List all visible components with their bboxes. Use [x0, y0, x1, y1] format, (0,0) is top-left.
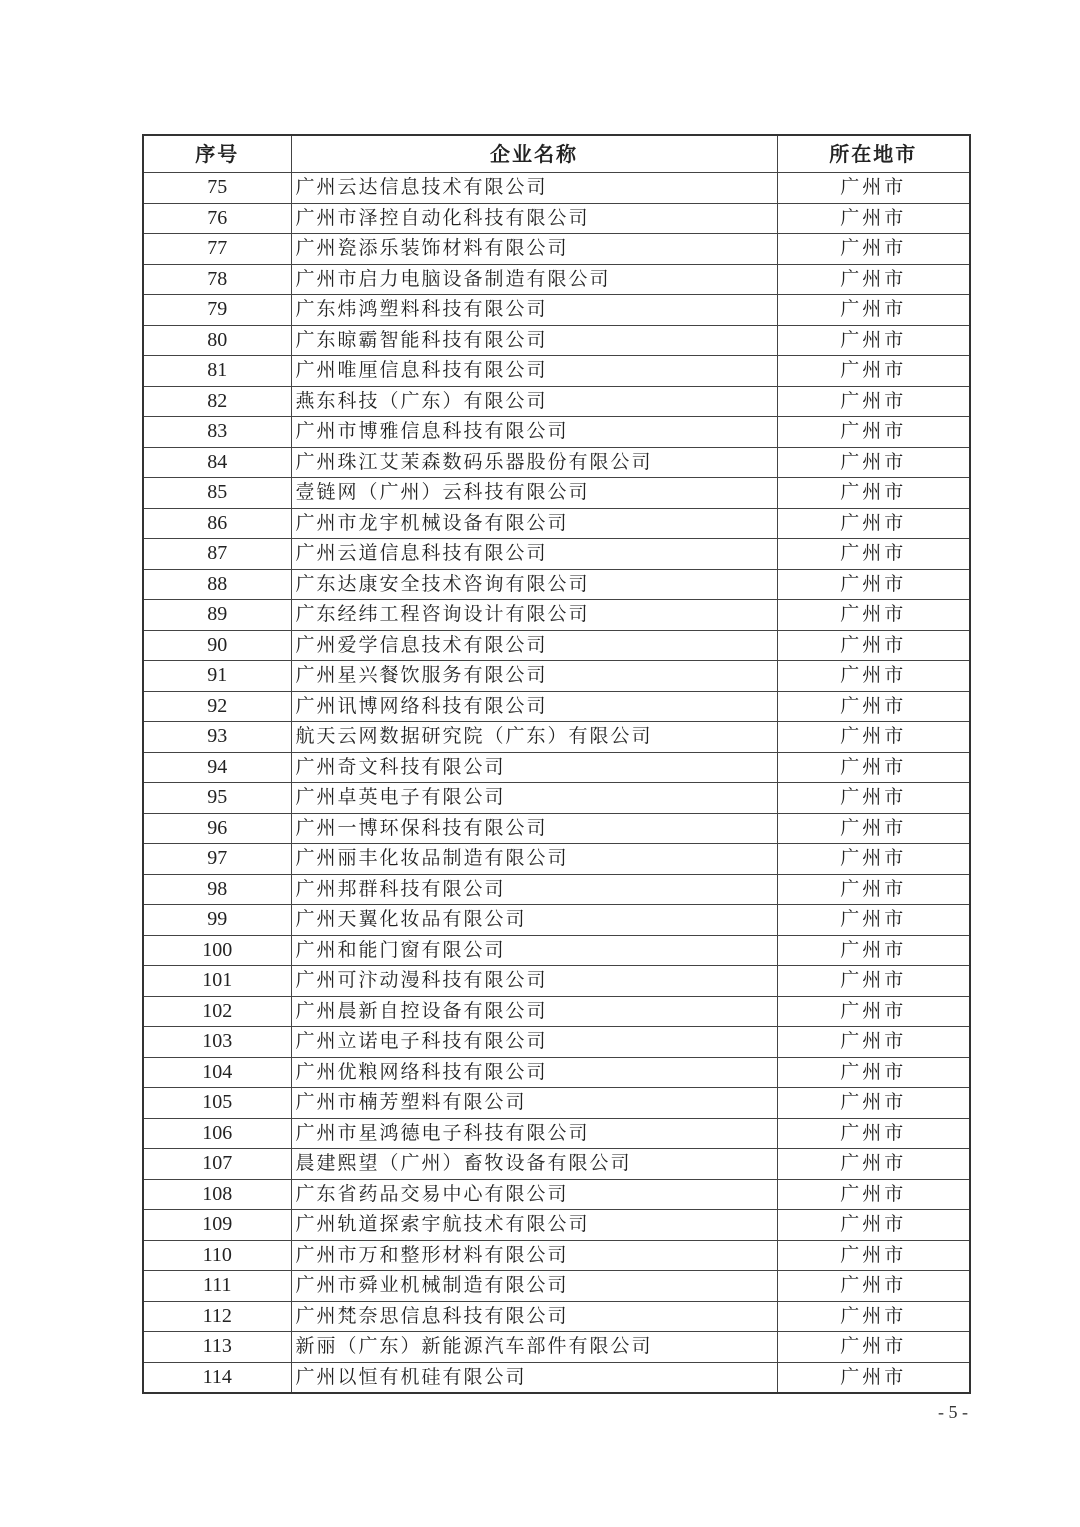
table-row — [143, 1118, 970, 1149]
row-city: 广州市 — [777, 874, 970, 905]
row-company-name: 广州唯厘信息科技有限公司 — [291, 356, 777, 387]
row-company-name: 广州珠江艾茉森数码乐器股份有限公司 — [291, 447, 777, 478]
row-city: 广州市 — [777, 783, 970, 814]
row-company-name: 广州可汴动漫科技有限公司 — [291, 966, 777, 997]
row-city: 广州市 — [777, 264, 970, 295]
row-company-name: 广东达康安全技术咨询有限公司 — [291, 569, 777, 600]
row-seq: 101 — [143, 966, 291, 997]
row-seq: 95 — [143, 783, 291, 814]
table-row — [143, 447, 970, 478]
row-city: 广州市 — [777, 813, 970, 844]
row-city: 广州市 — [777, 508, 970, 539]
row-seq: 100 — [143, 935, 291, 966]
row-company-name: 广州市博雅信息科技有限公司 — [291, 417, 777, 448]
row-city: 广州市 — [777, 1057, 970, 1088]
row-city: 广州市 — [777, 1088, 970, 1119]
table-row — [143, 417, 970, 448]
row-company-name: 广州和能门窗有限公司 — [291, 935, 777, 966]
table-row — [143, 1362, 970, 1393]
row-seq: 86 — [143, 508, 291, 539]
row-city: 广州市 — [777, 1027, 970, 1058]
table-row — [143, 1179, 970, 1210]
row-company-name: 广州市龙宇机械设备有限公司 — [291, 508, 777, 539]
table-row — [143, 783, 970, 814]
row-city: 广州市 — [777, 630, 970, 661]
row-seq: 76 — [143, 203, 291, 234]
table-row — [143, 386, 970, 417]
row-city: 广州市 — [777, 600, 970, 631]
row-seq: 90 — [143, 630, 291, 661]
row-seq: 113 — [143, 1332, 291, 1363]
row-seq: 97 — [143, 844, 291, 875]
row-city: 广州市 — [777, 234, 970, 265]
table-row — [143, 1332, 970, 1363]
row-city: 广州市 — [777, 1362, 970, 1393]
row-company-name: 广州邦群科技有限公司 — [291, 874, 777, 905]
row-company-name: 燕东科技（广东）有限公司 — [291, 386, 777, 417]
table-row — [143, 1301, 970, 1332]
row-company-name: 广东炜鸿塑料科技有限公司 — [291, 295, 777, 326]
table-row — [143, 661, 970, 692]
row-city: 广州市 — [777, 1240, 970, 1271]
row-seq: 91 — [143, 661, 291, 692]
row-company-name: 广州云道信息科技有限公司 — [291, 539, 777, 570]
row-company-name: 广州天翼化妆品有限公司 — [291, 905, 777, 936]
table-row — [143, 1057, 970, 1088]
row-seq: 111 — [143, 1271, 291, 1302]
row-city: 广州市 — [777, 844, 970, 875]
row-company-name: 广州星兴餐饮服务有限公司 — [291, 661, 777, 692]
row-seq: 88 — [143, 569, 291, 600]
row-seq: 80 — [143, 325, 291, 356]
row-company-name: 广州丽丰化妆品制造有限公司 — [291, 844, 777, 875]
row-city: 广州市 — [777, 722, 970, 753]
row-company-name: 广州市万和整形材料有限公司 — [291, 1240, 777, 1271]
row-company-name: 广州卓英电子有限公司 — [291, 783, 777, 814]
table-row — [143, 722, 970, 753]
row-city: 广州市 — [777, 386, 970, 417]
row-city: 广州市 — [777, 966, 970, 997]
row-company-name: 广东经纬工程咨询设计有限公司 — [291, 600, 777, 631]
table-row — [143, 1271, 970, 1302]
table-header-row — [143, 135, 970, 173]
row-company-name: 广东省药品交易中心有限公司 — [291, 1179, 777, 1210]
table-row — [143, 325, 970, 356]
row-city: 广州市 — [777, 752, 970, 783]
table-row — [143, 630, 970, 661]
row-seq: 99 — [143, 905, 291, 936]
table-row — [143, 173, 970, 204]
row-city: 广州市 — [777, 539, 970, 570]
row-company-name: 广州云达信息技术有限公司 — [291, 173, 777, 204]
company-table — [142, 134, 971, 1394]
table-body — [143, 173, 970, 1394]
row-city: 广州市 — [777, 569, 970, 600]
table-row — [143, 905, 970, 936]
row-company-name: 广东晾霸智能科技有限公司 — [291, 325, 777, 356]
row-company-name: 广州市启力电脑设备制造有限公司 — [291, 264, 777, 295]
row-company-name: 广州晨新自控设备有限公司 — [291, 996, 777, 1027]
row-city: 广州市 — [777, 447, 970, 478]
row-city: 广州市 — [777, 356, 970, 387]
row-company-name: 广州瓷添乐装饰材料有限公司 — [291, 234, 777, 265]
table-row — [143, 691, 970, 722]
row-city: 广州市 — [777, 1118, 970, 1149]
row-seq: 107 — [143, 1149, 291, 1180]
table-row — [143, 203, 970, 234]
row-company-name: 广州市泽控自动化科技有限公司 — [291, 203, 777, 234]
row-company-name: 广州梵奈思信息科技有限公司 — [291, 1301, 777, 1332]
table-row — [143, 1027, 970, 1058]
table-row — [143, 966, 970, 997]
row-seq: 89 — [143, 600, 291, 631]
row-company-name: 广州以恒有机硅有限公司 — [291, 1362, 777, 1393]
table-row — [143, 1088, 970, 1119]
row-city: 广州市 — [777, 1301, 970, 1332]
row-seq: 92 — [143, 691, 291, 722]
table-row — [143, 356, 970, 387]
row-seq: 102 — [143, 996, 291, 1027]
table-row — [143, 1210, 970, 1241]
header-seq: 序号 — [143, 135, 291, 173]
row-city: 广州市 — [777, 203, 970, 234]
row-seq: 84 — [143, 447, 291, 478]
table-row — [143, 508, 970, 539]
row-seq: 82 — [143, 386, 291, 417]
row-seq: 112 — [143, 1301, 291, 1332]
row-city: 广州市 — [777, 1271, 970, 1302]
row-city: 广州市 — [777, 478, 970, 509]
row-company-name: 广州奇文科技有限公司 — [291, 752, 777, 783]
row-seq: 114 — [143, 1362, 291, 1393]
page-number: - 5 - — [938, 1402, 968, 1422]
table-row — [143, 569, 970, 600]
table-row — [143, 996, 970, 1027]
row-company-name: 广州市星鸿德电子科技有限公司 — [291, 1118, 777, 1149]
table-row — [143, 874, 970, 905]
table-row — [143, 478, 970, 509]
row-city: 广州市 — [777, 661, 970, 692]
row-seq: 104 — [143, 1057, 291, 1088]
row-company-name: 广州市楠芳塑料有限公司 — [291, 1088, 777, 1119]
row-seq: 78 — [143, 264, 291, 295]
row-city: 广州市 — [777, 325, 970, 356]
row-city: 广州市 — [777, 417, 970, 448]
row-company-name: 广州立诺电子科技有限公司 — [291, 1027, 777, 1058]
row-company-name: 广州一博环保科技有限公司 — [291, 813, 777, 844]
table-row — [143, 1149, 970, 1180]
row-city: 广州市 — [777, 935, 970, 966]
row-company-name: 广州优粮网络科技有限公司 — [291, 1057, 777, 1088]
row-city: 广州市 — [777, 1149, 970, 1180]
row-city: 广州市 — [777, 1210, 970, 1241]
row-seq: 96 — [143, 813, 291, 844]
row-seq: 83 — [143, 417, 291, 448]
row-seq: 106 — [143, 1118, 291, 1149]
header-city: 所在地市 — [777, 135, 970, 173]
row-company-name: 晨建熙望（广州）畜牧设备有限公司 — [291, 1149, 777, 1180]
row-company-name: 航天云网数据研究院（广东）有限公司 — [291, 722, 777, 753]
table-row — [143, 813, 970, 844]
row-company-name: 广州讯博网络科技有限公司 — [291, 691, 777, 722]
table-row — [143, 935, 970, 966]
row-city: 广州市 — [777, 905, 970, 936]
row-company-name: 广州市舜业机械制造有限公司 — [291, 1271, 777, 1302]
row-seq: 81 — [143, 356, 291, 387]
row-seq: 87 — [143, 539, 291, 570]
row-seq: 108 — [143, 1179, 291, 1210]
table-row — [143, 600, 970, 631]
row-seq: 79 — [143, 295, 291, 326]
row-seq: 98 — [143, 874, 291, 905]
table-row — [143, 295, 970, 326]
row-seq: 94 — [143, 752, 291, 783]
row-city: 广州市 — [777, 1179, 970, 1210]
row-city: 广州市 — [777, 1332, 970, 1363]
row-seq: 109 — [143, 1210, 291, 1241]
row-seq: 105 — [143, 1088, 291, 1119]
row-seq: 93 — [143, 722, 291, 753]
row-company-name: 新丽（广东）新能源汽车部件有限公司 — [291, 1332, 777, 1363]
row-seq: 110 — [143, 1240, 291, 1271]
row-city: 广州市 — [777, 996, 970, 1027]
row-city: 广州市 — [777, 173, 970, 204]
row-city: 广州市 — [777, 691, 970, 722]
row-company-name: 广州轨道探索宇航技术有限公司 — [291, 1210, 777, 1241]
table-row — [143, 234, 970, 265]
header-company-name: 企业名称 — [291, 135, 777, 173]
table-row — [143, 752, 970, 783]
row-seq: 77 — [143, 234, 291, 265]
row-company-name: 壹链网（广州）云科技有限公司 — [291, 478, 777, 509]
table-row — [143, 264, 970, 295]
row-seq: 103 — [143, 1027, 291, 1058]
table-row — [143, 1240, 970, 1271]
row-city: 广州市 — [777, 295, 970, 326]
row-seq: 75 — [143, 173, 291, 204]
row-seq: 85 — [143, 478, 291, 509]
row-company-name: 广州爱学信息技术有限公司 — [291, 630, 777, 661]
table-row — [143, 539, 970, 570]
table-row — [143, 844, 970, 875]
